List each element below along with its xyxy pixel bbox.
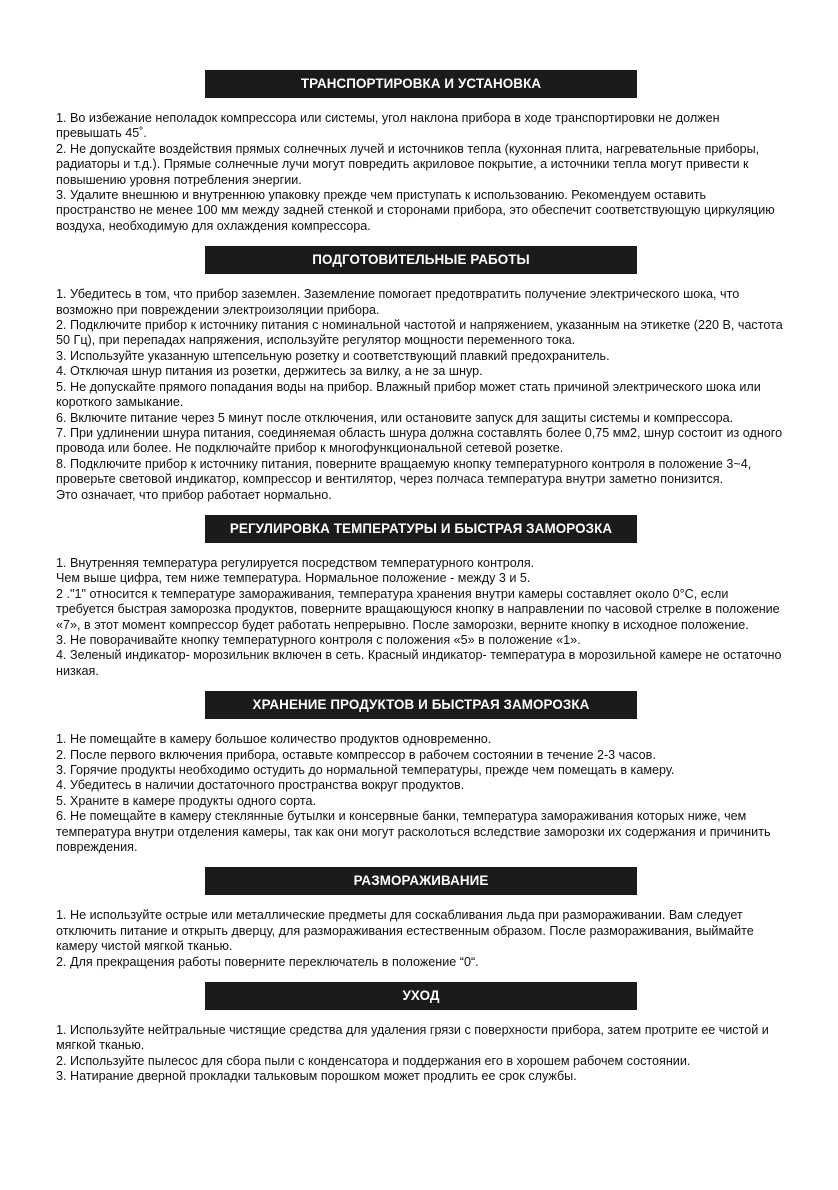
section-defrosting — [56, 867, 786, 970]
paragraph: 1. Внутренняя температура регулируется посредством температурного контроля. — [56, 555, 535, 570]
paragraph: 3. Используйте указанную штепсельную розетку и соответствующий плавкий предохранитель. — [56, 348, 610, 363]
section-care — [56, 982, 786, 1085]
paragraph: 7. При удлинении шнура питания, соединяемая область шнура должна составлять более 0,75 мм2, шнур состоит из одного провода или более. Не подключайте прибор к многофункциональной сетевой розетке. — [56, 425, 783, 456]
section-body — [56, 111, 786, 234]
section-body — [56, 287, 786, 503]
section-body — [56, 908, 786, 970]
paragraph: 1. Убедитесь в том, что прибор заземлен. Заземление помогает предотвратить получение электрического шока, что возможно при повреждении электроизоляции прибора. — [56, 287, 740, 317]
paragraph: 1. Во избежание неполадок компрессора или системы, угол наклона прибора в ходе транспортировки не должен превышать 45˚. — [56, 111, 720, 141]
section-title: РАЗМОРАЖИВАНИЕ — [205, 867, 637, 895]
paragraph: 4. Зеленый индикатор- морозильник включен в сеть. Красный индикатор- температура в морозильной камере не остаточно низкая. — [56, 648, 782, 678]
section-title: ТРАНСПОРТИРОВКА И УСТАНОВКА — [205, 70, 637, 98]
paragraph: 4. Отключая шнур питания из розетки, держитесь за вилку, а не за шнур. — [56, 364, 483, 379]
paragraph: 5. Не допускайте прямого попадания воды на прибор. Влажный прибор может стать причиной электрического шока или короткого замыкание. — [56, 379, 761, 410]
paragraph: 3. Удалите внешнюю и внутреннюю упаковку прежде чем приступать к использованию. Рекомендуем оставить пространство не менее 100 мм между задней стенкой и сторонами прибора, это обеспечит соответствующую циркуляцию воздуха, необходимую для охлаждения компрессора. — [56, 188, 775, 233]
section-body — [56, 1023, 786, 1085]
paragraph: 3. Не поворачивайте кнопку температурного контроля с положения «5» в положение «1». — [56, 632, 581, 647]
section-transport — [56, 70, 786, 234]
paragraph: 2 ."1" относится к температуре замораживания, температура хранения внутри камеры составляет около 0°С, если требуется быстрая заморозка продуктов, поверните вращающуюся кнопку в направлении по часовой стрелке в положение «7», в этот момент компрессор будет работать непрерывно. После заморозки, верните кнопку в исходное положение. — [56, 586, 780, 632]
section-temperature — [56, 515, 786, 679]
paragraph: 1. Используйте нейтральные чистящие средства для удаления грязи с поверхности прибора, затем протрите ее чистой и мягкой тканью. — [56, 1023, 769, 1053]
section-title: РЕГУЛИРОВКА ТЕМПЕРАТУРЫ И БЫСТРАЯ ЗАМОРОЗКА — [205, 515, 637, 543]
paragraph: 5. Храните в камере продукты одного сорта. — [56, 793, 316, 808]
paragraph: 6. Не помещайте в камеру стеклянные бутылки и консервные банки, температура замораживания которых ниже, чем температура внутри отделения камеры, так как они могут расколоться вследствие заморозки их содержания и причинить повреждения. — [56, 809, 771, 855]
paragraph: 8. Подключите прибор к источнику питания, поверните вращаемую кнопку температурного контроля в положение 3~4, проверьте световой индикатор, компрессор и вентилятор, через полчаса температура внутри заметно понизится. — [56, 456, 752, 487]
section-title: ХРАНЕНИЕ ПРОДУКТОВ И БЫСТРАЯ ЗАМОРОЗКА — [205, 691, 637, 719]
paragraph: 3. Натирание дверной прокладки тальковым порошком может продлить ее срок службы. — [56, 1069, 577, 1084]
section-title: ПОДГОТОВИТЕЛЬНЫЕ РАБОТЫ — [205, 246, 637, 274]
paragraph: 1. Не используйте острые или металлические предметы для соскабливания льда при размораживании. Вам следует отключить питание и открыть дверцу, для размораживания естественным образом. После размораживания, выймайте камеру чистой мягкой тканью. — [56, 908, 754, 954]
paragraph: 6. Включите питание через 5 минут после отключения, или остановите запуск для защиты системы и компрессора. — [56, 410, 734, 425]
paragraph: 2. Не допускайте воздействия прямых солнечных лучей и источников тепла (кухонная плита, нагревательные приборы, радиаторы и т.д.). Прямые солнечные лучи могут повредить акриловое покрытие, а источники тепла могут привести к повышению уровня потребления энергии. — [56, 141, 760, 187]
paragraph: Это означает, что прибор работает нормально. — [56, 487, 332, 502]
section-title: УХОД — [205, 982, 637, 1010]
paragraph: 2. После первого включения прибора, оставьте компрессор в рабочем состоянии в течение 2-3 часов. — [56, 747, 656, 762]
section-body — [56, 556, 786, 679]
section-preparation — [56, 246, 786, 503]
section-body — [56, 732, 786, 855]
paragraph: 2. Используйте пылесос для сбора пыли с конденсатора и поддержания его в хорошем рабочем состоянии. — [56, 1053, 691, 1068]
manual-page — [56, 70, 786, 1097]
paragraph: 4. Убедитесь в наличии достаточного пространства вокруг продуктов. — [56, 778, 465, 793]
paragraph: Чем выше цифра, тем ниже температура. Нормальное положение - между 3 и 5. — [56, 571, 531, 586]
paragraph: 2. Подключите прибор к источнику питания с номинальной частотой и напряжением, указанным на этикетке (220 В, частота 50 Гц), при перепадах напряжения, используйте регулятор мощности переменного тока. — [56, 318, 783, 348]
section-storage — [56, 691, 786, 855]
paragraph: 2. Для прекращения работы поверните переключатель в положение “0“. — [56, 954, 479, 969]
paragraph: 1. Не помещайте в камеру большое количество продуктов одновременно. — [56, 732, 492, 747]
paragraph: 3. Горячие продукты необходимо остудить до нормальной температуры, прежде чем помещать в камеру. — [56, 763, 675, 777]
